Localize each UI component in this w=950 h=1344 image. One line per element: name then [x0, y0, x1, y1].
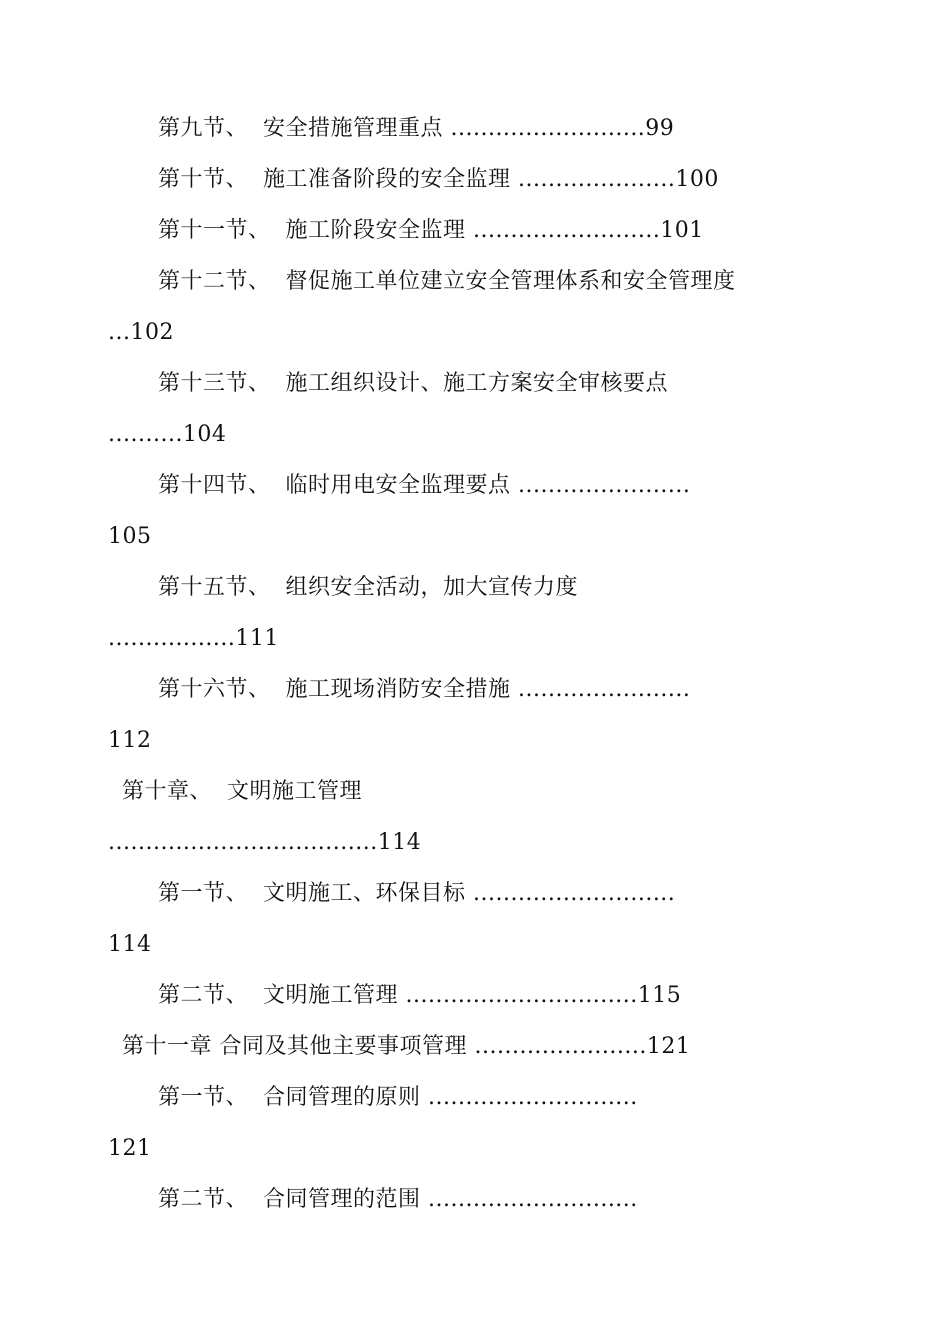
toc-entry: 第十一节、 施工阶段安全监理 .........................101 [158, 218, 704, 243]
toc-entry: 第十节、 施工准备阶段的安全监理 .....................100 [158, 167, 719, 192]
toc-entry: 第一节、 合同管理的原则 ............................ [158, 1085, 638, 1110]
toc-entry: 第十二节、 督促施工单位建立安全管理体系和安全管理度 [158, 269, 736, 294]
toc-entry: 第二节、 合同管理的范围 ............................ [158, 1187, 638, 1212]
toc-entry-continuation: 114 [108, 932, 152, 957]
toc-entry: 第十四节、 临时用电安全监理要点 ....................... [158, 473, 691, 498]
toc-entry: 第十三节、 施工组织设计、施工方案安全审核要点 [158, 371, 668, 396]
toc-entry-continuation: .................111 [108, 626, 279, 651]
toc-entry-continuation: 112 [108, 728, 152, 753]
toc-entry: 第十六节、 施工现场消防安全措施 ....................... [158, 677, 691, 702]
toc-entry-continuation: ..........104 [108, 422, 227, 447]
toc-chapter: 第十一章 合同及其他主要事项管理 .......................121 [122, 1034, 691, 1059]
toc-entry-continuation: ....................................114 [108, 830, 422, 855]
toc-entry-continuation: 105 [108, 524, 152, 549]
toc-entry-continuation: 121 [108, 1136, 152, 1161]
toc-entry: 第十五节、 组织安全活动，加大宣传力度 [158, 575, 578, 600]
toc-entry: 第二节、 文明施工管理 ...............................115 [158, 983, 682, 1008]
toc-chapter: 第十章、 文明施工管理 [122, 779, 362, 804]
toc-entry: 第一节、 文明施工、环保目标 ........................... [158, 881, 676, 906]
toc-entry-continuation: ...102 [108, 320, 174, 345]
toc-entry: 第九节、 安全措施管理重点 ..........................99 [158, 116, 675, 141]
